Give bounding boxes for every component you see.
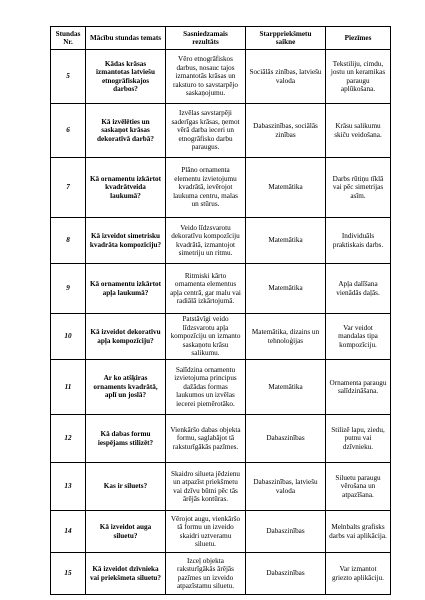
table-row (51, 360, 391, 415)
expected-result: Skaidro silueta jēdzienu un atpazīst priekšmetu vai dzīvu būtni pēc tās ārējās kontūras. (166, 463, 246, 511)
lesson-topic: Kādas krāsas izmantotas latviešu etnogrāfiskajos darbos? (86, 50, 166, 104)
lesson-topic: Kā izveidot simetrisku kvadrāta kompozīciju? (86, 218, 166, 264)
lesson-topic: Kā ornamentu izkārtot apļa laukumā? (86, 264, 166, 314)
cross-curricular-link: Sociālās zinības, latviešu valoda (246, 50, 326, 104)
header-expected-result: Sasniedzamais rezultāts (166, 27, 246, 50)
notes: Melnbalts grafisks darbs vai aplikācija. (326, 511, 391, 553)
table-row (51, 553, 391, 595)
expected-result: Izvēlas savstarpēji saderīgas krāsas, ņemot vērā darba ieceri un etnogrāfisko darbu paraugus. (166, 104, 246, 158)
lesson-topic: Kā izvēlēties un saskaņot krāsas dekoratīvā darbā? (86, 104, 166, 158)
notes: Tekstiliju, cimdu, jostu un keramikas paraugu aplūkošana. (326, 50, 391, 104)
table-row (51, 463, 391, 511)
header-cross-curricular-link: Starppriekšmetu saikne (246, 27, 326, 50)
lesson-topic: Kā ornamentu izkārtot kvadrātveida laukumā? (86, 158, 166, 218)
cross-curricular-link: Dabaszinības (246, 553, 326, 595)
table-row (51, 218, 391, 264)
lesson-number: 9 (51, 264, 86, 314)
table-row (51, 415, 391, 463)
expected-result: Vienkāršo dabas objekta formu, saglabājot tā raksturīgākās pazīmes. (166, 415, 246, 463)
notes: Krāsu salikumu skiču veidošana. (326, 104, 391, 158)
expected-result: Vērojot augu, vienkāršo tā formu un izveido skaidri uztveramu siluetu. (166, 511, 246, 553)
lesson-number: 11 (51, 360, 86, 415)
lesson-topic: Ar ko atšķiras ornaments kvadrātā, aplī un joslā? (86, 360, 166, 415)
lesson-number: 15 (51, 553, 86, 595)
expected-result: Ritmiski kārto ornamenta elementus apļa centrā, gar malu vai radiālā izkārtojumā. (166, 264, 246, 314)
cross-curricular-link: Dabaszinības (246, 511, 326, 553)
header-lesson-number: Stundas Nr. (51, 27, 86, 50)
header-notes: Piezīmes (326, 27, 391, 50)
header-lesson-topic: Mācību stundas temats (86, 27, 166, 50)
lesson-topic: Kas ir siluets? (86, 463, 166, 511)
table-row (51, 158, 391, 218)
lesson-number: 7 (51, 158, 86, 218)
expected-result: Veido līdzsvarotu dekoratīvu kompozīciju kvadrātā, izmantojot simetriju un ritmu. (166, 218, 246, 264)
notes: Var izmantot griezto aplikāciju. (326, 553, 391, 595)
table-row (51, 50, 391, 104)
lesson-plan-table (50, 26, 391, 595)
notes: Individuāls praktiskais darbs. (326, 218, 391, 264)
lesson-number: 8 (51, 218, 86, 264)
notes: Ornamenta paraugu salīdzināšana. (326, 360, 391, 415)
table-row (51, 264, 391, 314)
cross-curricular-link: Matemātika (246, 218, 326, 264)
lesson-number: 14 (51, 511, 86, 553)
lesson-number: 10 (51, 314, 86, 360)
lesson-number: 13 (51, 463, 86, 511)
cross-curricular-link: Dabaszinības (246, 415, 326, 463)
expected-result: Salīdzina ornamentu izvietojuma principus dažādas formas laukumos un izvēlas iecerei piemērotāko. (166, 360, 246, 415)
lesson-topic: Kā izveidot auga siluetu? (86, 511, 166, 553)
lesson-topic: Kā izveidot dekoratīvu apļa kompozīciju? (86, 314, 166, 360)
table-row (51, 511, 391, 553)
cross-curricular-link: Dabaszinības, latviešu valoda (246, 463, 326, 511)
notes: Var veidot mandalas tipa kompozīciju. (326, 314, 391, 360)
notes: Stilizē lapu, ziedu, putnu vai dzīvnieku. (326, 415, 391, 463)
lesson-number: 6 (51, 104, 86, 158)
lesson-number: 12 (51, 415, 86, 463)
notes: Apļa dalīšana vienādās daļās. (326, 264, 391, 314)
expected-result: Izceļ objekta raksturīgākās ārējās pazīmes un izveido atpazīstamu siluetu. (166, 553, 246, 595)
cross-curricular-link: Dabaszinības, sociālās zinības (246, 104, 326, 158)
notes: Siluetu paraugu vērošana un atpazīšana. (326, 463, 391, 511)
cross-curricular-link: Matemātika (246, 264, 326, 314)
table-row (51, 104, 391, 158)
expected-result: Patstāvīgi veido līdzsvarotu apļa kompozīciju un izmanto saskaņotu krāsu salikumu. (166, 314, 246, 360)
cross-curricular-link: Matemātika (246, 158, 326, 218)
lesson-number: 5 (51, 50, 86, 104)
cross-curricular-link: Matemātika (246, 360, 326, 415)
table-row (51, 314, 391, 360)
notes: Darbs rūtiņu tīklā vai pēc simetrijas asīm. (326, 158, 391, 218)
lesson-topic: Kā dabas formu iespējams stilizēt? (86, 415, 166, 463)
expected-result: Vēro etnogrāfiskos darbus, nosauc tajos izmantotās krāsas un raksturo to savstarpējo saskaņojumu. (166, 50, 246, 104)
cross-curricular-link: Matemātika, dizains un tehnoloģijas (246, 314, 326, 360)
table-header-row (51, 27, 391, 50)
lesson-topic: Kā izveidot dzīvnieka vai priekšmeta siluetu? (86, 553, 166, 595)
expected-result: Plāno ornamenta elementu izvietojumu kvadrātā, ievērojot laukuma centru, malas un stūrus. (166, 158, 246, 218)
